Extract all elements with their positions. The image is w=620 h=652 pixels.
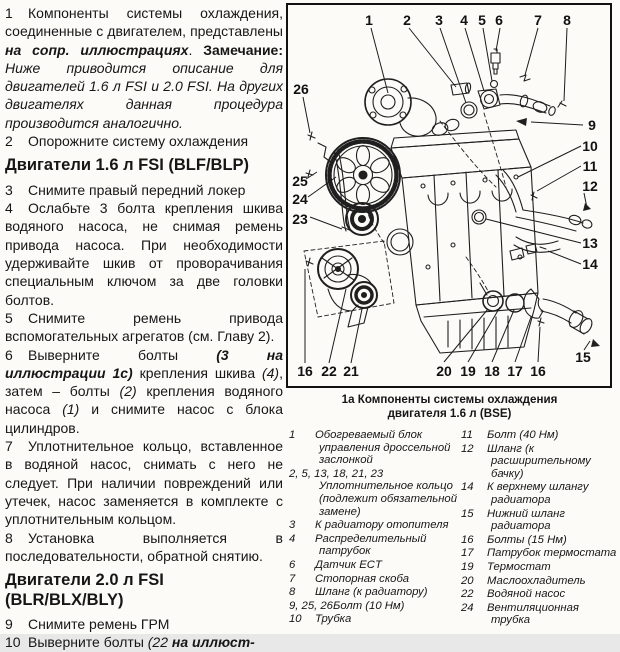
legend-item-number: 11 <box>461 429 473 441</box>
legend-item-text: Вентиляционная трубка <box>487 601 579 627</box>
legend-item-text: Обогреваемый блок управления дроссельной заслонкой <box>315 429 451 467</box>
step-number: 7 <box>5 438 13 455</box>
legend-item-number: 6 <box>289 558 296 571</box>
callout-2: 2 <box>403 12 411 28</box>
step-text: Выверните болты <box>28 346 217 363</box>
legend-item-text: Нижний шланг радиатора <box>487 507 565 533</box>
section-heading: Двигатели 2.0 л FSI (BLR/BLX/BLY) <box>5 571 164 609</box>
step-number: 1 <box>5 5 13 21</box>
step-text: . <box>188 41 204 58</box>
step-6 <box>5 346 283 437</box>
callout-24: 24 <box>292 191 308 207</box>
callout-5: 5 <box>478 12 486 28</box>
callout-15: 15 <box>575 349 591 365</box>
legend-item-text: Болт (10 Нм) <box>332 599 405 612</box>
legend-item-number: 3 <box>289 519 296 532</box>
figure-box <box>286 3 612 388</box>
section-heading: Двигатели 1.6 л FSI (BLF/BLP) <box>5 156 250 175</box>
legend-item-number: 9, 25, 26 <box>289 599 333 612</box>
legend-item-text: К верхнему шлангу радиатора <box>487 481 589 506</box>
step-number: 8 <box>5 529 13 546</box>
legend-item <box>289 468 461 518</box>
legend-item <box>461 481 617 506</box>
callout-9: 9 <box>588 117 596 133</box>
step-text: Снимите правый передний локер <box>28 181 246 198</box>
legend-item-text: Водяной насос <box>487 588 566 601</box>
step-text: Ослабьте 3 болта крепления шкива водяного насоса, не снимая ремень привода насоса. При необходимости удерживайте шкив от проворачивания специальным ключом за две головки болтов. <box>5 200 283 308</box>
legend-item-text: Распределительный патрубок <box>315 532 427 558</box>
callout-6: 6 <box>495 12 503 28</box>
step-text: (22 <box>147 634 172 651</box>
figure-caption <box>286 393 613 421</box>
legend-item <box>289 519 461 532</box>
legend-item-number: 1 <box>289 429 296 441</box>
callout-7: 7 <box>534 12 542 28</box>
step-2 <box>5 132 283 150</box>
step-number: 6 <box>5 346 13 363</box>
legend-item <box>461 575 617 588</box>
callout-19: 19 <box>460 363 476 379</box>
callout-21: 21 <box>343 363 359 379</box>
legend-item <box>461 534 617 547</box>
step-text: Уплотнительное кольцо, вставленное в водяной насос, снимать с него не следует. При наличии повреждений или утечек, насос заменяется в комплекте с уплотнительным кольцом. <box>5 438 283 528</box>
callout-10: 10 <box>582 138 598 154</box>
figure-caption-line1: 1а Компоненты системы охлаждения <box>341 393 558 406</box>
legend-item-number: 20 <box>461 574 474 587</box>
step-number: 5 <box>5 309 13 326</box>
callout-16-left: 16 <box>297 363 313 379</box>
step-text: (4) <box>261 364 280 381</box>
legend-item-number: 4 <box>289 532 296 545</box>
instructions-column <box>5 4 283 652</box>
legend-item <box>289 533 461 558</box>
step-number: 10 <box>5 634 21 651</box>
legend-item-number: 22 <box>461 588 474 601</box>
legend-item-number: 15 <box>461 507 474 520</box>
legend-item-number: 14 <box>461 481 474 494</box>
legend-item <box>461 561 617 574</box>
legend-item-text: Шланг (к радиатору) <box>315 586 428 599</box>
step-number: 2 <box>5 133 13 150</box>
legend-item-text: Маслоохладитель <box>487 574 586 587</box>
legend-item-number: 16 <box>461 533 474 546</box>
step-text: крепления водяного насоса <box>5 383 283 418</box>
step-8 <box>5 529 283 566</box>
step-text: Выверните болты <box>28 634 148 651</box>
step-4 <box>5 199 283 309</box>
step-10 <box>5 633 283 651</box>
step-text: на иллюст- <box>171 634 255 651</box>
legend-item <box>461 429 617 442</box>
step-text: Снимите ремень ГРМ <box>28 616 170 633</box>
figure-caption-line2: двигателя 1.6 л (BSE) <box>387 406 512 420</box>
callout-26: 26 <box>293 81 309 97</box>
callout-1: 1 <box>365 12 373 28</box>
legend-item-text: Термостат <box>487 560 551 573</box>
legend-item <box>289 573 461 586</box>
callout-17: 17 <box>507 363 523 379</box>
legend-item-text: Трубка <box>315 613 352 626</box>
step-text: (2) <box>119 383 137 400</box>
callout-4: 4 <box>460 12 468 28</box>
legend-item <box>461 588 617 601</box>
step-number: 4 <box>5 200 13 217</box>
legend-item-text: Шланг (к расширительному бачку) <box>487 442 591 480</box>
legend-right-column <box>461 429 617 628</box>
step-text: на сопр. иллюстрациях <box>5 41 189 58</box>
legend-item <box>289 586 461 599</box>
legend-item-text: Патрубок термостата <box>487 547 617 560</box>
legend-item <box>289 429 461 467</box>
step-1 <box>5 4 283 132</box>
legend-item-number: 10 <box>289 613 302 626</box>
legend-item-number: 17 <box>461 547 474 560</box>
engine-diagram <box>288 5 610 386</box>
step-text: , затем – болты <box>5 364 283 400</box>
callout-14: 14 <box>582 256 598 272</box>
step-5 <box>5 309 283 346</box>
callout-13: 13 <box>582 235 598 251</box>
legend-item-text: К радиатору отопителя <box>315 519 449 532</box>
step-3 <box>5 181 283 199</box>
step-text: крепления шкива <box>132 364 262 381</box>
callout-25: 25 <box>292 173 308 189</box>
legend-item <box>461 547 617 560</box>
legend-item <box>289 613 461 626</box>
step-text: Ниже приводится описание для двигателей 1.6 л FSI и 2.0 FSI. На других двигателях данная процедура производится аналогично. <box>5 59 283 131</box>
legend-item-text: Уплотнительное кольцо (подлежит обязательной замене) <box>319 480 458 518</box>
legend-item <box>461 602 617 627</box>
step-text: Опорожните систему охлаждения <box>28 133 249 150</box>
callout-3: 3 <box>435 12 443 28</box>
callout-18: 18 <box>484 363 500 379</box>
step-9 <box>5 615 283 633</box>
legend-item-text: Болты (15 Нм) <box>487 533 567 546</box>
legend-item-number: 19 <box>461 560 474 573</box>
legend-item-text: Стопорная скоба <box>315 572 410 585</box>
step-text: Снимите ремень привода вспомогательных агрегатов (см. Главу 2). <box>5 309 283 345</box>
legend <box>289 429 617 628</box>
step-7 <box>5 437 283 528</box>
step-number: 3 <box>5 181 13 198</box>
legend-item <box>289 600 461 613</box>
legend-item-number: 2, 5, 13, 18, 21, 23 <box>289 467 384 480</box>
callout-12: 12 <box>582 178 598 194</box>
legend-item <box>289 559 461 572</box>
step-text: (3 на иллюстрации 1с) <box>5 346 283 381</box>
legend-left-column <box>289 429 461 628</box>
legend-item-number: 7 <box>289 572 296 585</box>
legend-item-text: Датчик ECT <box>315 558 382 571</box>
engine-art <box>304 49 600 353</box>
step-number: 9 <box>5 616 13 633</box>
step-text: Замечание: <box>203 41 283 58</box>
callout-20: 20 <box>436 363 452 379</box>
legend-item-number: 24 <box>461 601 474 614</box>
step-text: (1) <box>62 401 80 418</box>
callout-16-bottom: 16 <box>530 363 546 379</box>
callout-8: 8 <box>563 12 571 28</box>
callout-22: 22 <box>321 363 337 379</box>
legend-item <box>461 508 617 533</box>
legend-item <box>461 443 617 481</box>
callout-11: 11 <box>582 158 598 174</box>
callout-23: 23 <box>292 211 308 227</box>
step-text: Компоненты системы охлаждения, соединенные с двигателем, представлены <box>5 5 283 40</box>
legend-item-text: Болт (40 Нм) <box>487 429 559 441</box>
step-text: Установка выполняется в последовательности, обратной снятию. <box>5 529 283 564</box>
legend-item-number: 8 <box>289 586 296 599</box>
legend-item-number: 12 <box>461 442 474 455</box>
step-text: и снимите насос с блока цилиндров. <box>5 401 283 436</box>
